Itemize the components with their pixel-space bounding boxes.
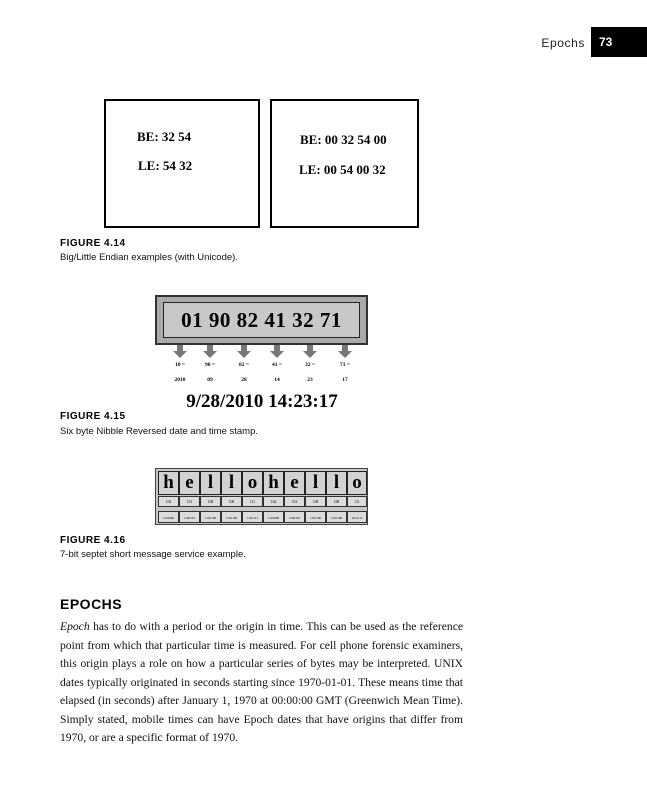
letter-cell: l bbox=[305, 471, 326, 495]
binary-cell: 1101100 bbox=[326, 511, 347, 523]
figure-4-14-right-panel bbox=[270, 99, 419, 228]
decimal-cell: 111 bbox=[242, 496, 263, 507]
running-header-title: Epochs bbox=[541, 36, 585, 50]
binary-cell: 1101111 bbox=[347, 511, 367, 523]
decimal-cell: 108 bbox=[326, 496, 347, 507]
nibble-value-label: 17 bbox=[342, 377, 348, 383]
figure-4-15-caption: Six byte Nibble Reversed date and time stamp. bbox=[60, 426, 259, 437]
nibble-swap-label: 41 = bbox=[271, 362, 282, 368]
letter-cell: e bbox=[179, 471, 200, 495]
nibble-value-label: 14 bbox=[274, 377, 280, 383]
figure-4-16-label: FIGURE 4.16 bbox=[60, 535, 126, 546]
binary-cell: 1100101 bbox=[179, 511, 200, 523]
figure-4-14-caption: Big/Little Endian examples (with Unicode). bbox=[60, 252, 238, 263]
letter-cell: o bbox=[347, 471, 367, 495]
letter-cell: o bbox=[242, 471, 263, 495]
decimal-cell: 104 bbox=[158, 496, 179, 507]
binary-cell: 1101100 bbox=[221, 511, 242, 523]
term-epoch: Epoch bbox=[60, 620, 90, 633]
figure-4-16-caption: 7-bit septet short message service example. bbox=[60, 549, 246, 560]
arrow-down-icon bbox=[173, 345, 187, 357]
nibble-swap-label: 82 = bbox=[238, 362, 249, 368]
septet-table bbox=[155, 468, 368, 525]
letter-cell: h bbox=[158, 471, 179, 495]
nibble-swap-label: 32 = bbox=[304, 362, 315, 368]
binary-cell: 1101000 bbox=[263, 511, 284, 523]
arrow-down-icon bbox=[338, 345, 352, 357]
decimal-cell: 104 bbox=[263, 496, 284, 507]
little-endian-text: LE: 54 32 bbox=[138, 158, 193, 173]
arrow-down-icon bbox=[237, 345, 251, 357]
decimal-cell: 101 bbox=[179, 496, 200, 507]
arrow-down-icon bbox=[203, 345, 217, 357]
figure-4-14-left-panel bbox=[104, 99, 260, 228]
letter-cell: e bbox=[284, 471, 305, 495]
letter-cell: l bbox=[200, 471, 221, 495]
nibble-value-label: 23 bbox=[307, 377, 313, 383]
section-heading: EPOCHS bbox=[60, 596, 123, 612]
nibble-value-label: 2010 bbox=[174, 377, 186, 383]
decimal-cell: 108 bbox=[305, 496, 326, 507]
binary-cell: 1101100 bbox=[200, 511, 221, 523]
nibble-bytes-box bbox=[155, 295, 368, 345]
letter-cell: l bbox=[221, 471, 242, 495]
letter-cell: h bbox=[263, 471, 284, 495]
big-endian-text: BE: 32 54 bbox=[137, 129, 192, 144]
figure-4-14-label: FIGURE 4.14 bbox=[60, 238, 126, 249]
binary-cell: 1101000 bbox=[158, 511, 179, 523]
nibble-bytes-text: 01 90 82 41 32 71 bbox=[163, 302, 360, 338]
arrow-down-icon bbox=[303, 345, 317, 357]
figure-4-15-label: FIGURE 4.15 bbox=[60, 411, 126, 422]
body-paragraph bbox=[60, 618, 463, 748]
binary-cell: 1100101 bbox=[284, 511, 305, 523]
nibble-swap-label: 90 = bbox=[204, 362, 215, 368]
nibble-swap-label: 71 = bbox=[339, 362, 350, 368]
decimal-cell: 111 bbox=[347, 496, 367, 507]
decimal-cell: 101 bbox=[284, 496, 305, 507]
nibble-value-label: 28 bbox=[241, 377, 247, 383]
binary-cell: 1101111 bbox=[242, 511, 263, 523]
paragraph-text: has to do with a period or the origin in time. This can be used as the reference point from which that particular time is measured. For cell phone forensic examiners, this origin plays a role on how a particular series of bytes may be interpreted. UNIX dates typically originated in seconds starting since 1970-01-01. These means time that elapsed (in seconds) after January 1, 1970 at 00:00:00 GMT (Greenwich Mean Time). Simply stated, mobile times can have Epoch dates that have origins that differ from 1970, or are a specific format of 1970. bbox=[60, 620, 463, 744]
letter-cell: l bbox=[326, 471, 347, 495]
decimal-cell: 108 bbox=[200, 496, 221, 507]
nibble-value-label: 09 bbox=[207, 377, 213, 383]
little-endian-unicode-text: LE: 00 54 00 32 bbox=[299, 162, 386, 177]
page-number-tab: 73 bbox=[591, 27, 647, 57]
arrow-down-icon bbox=[270, 345, 284, 357]
decoded-timestamp: 9/28/2010 14:23:17 bbox=[186, 391, 338, 412]
nibble-swap-label: 10 = bbox=[174, 362, 185, 368]
decimal-cell: 108 bbox=[221, 496, 242, 507]
big-endian-unicode-text: BE: 00 32 54 00 bbox=[300, 132, 387, 147]
binary-cell: 1101100 bbox=[305, 511, 326, 523]
